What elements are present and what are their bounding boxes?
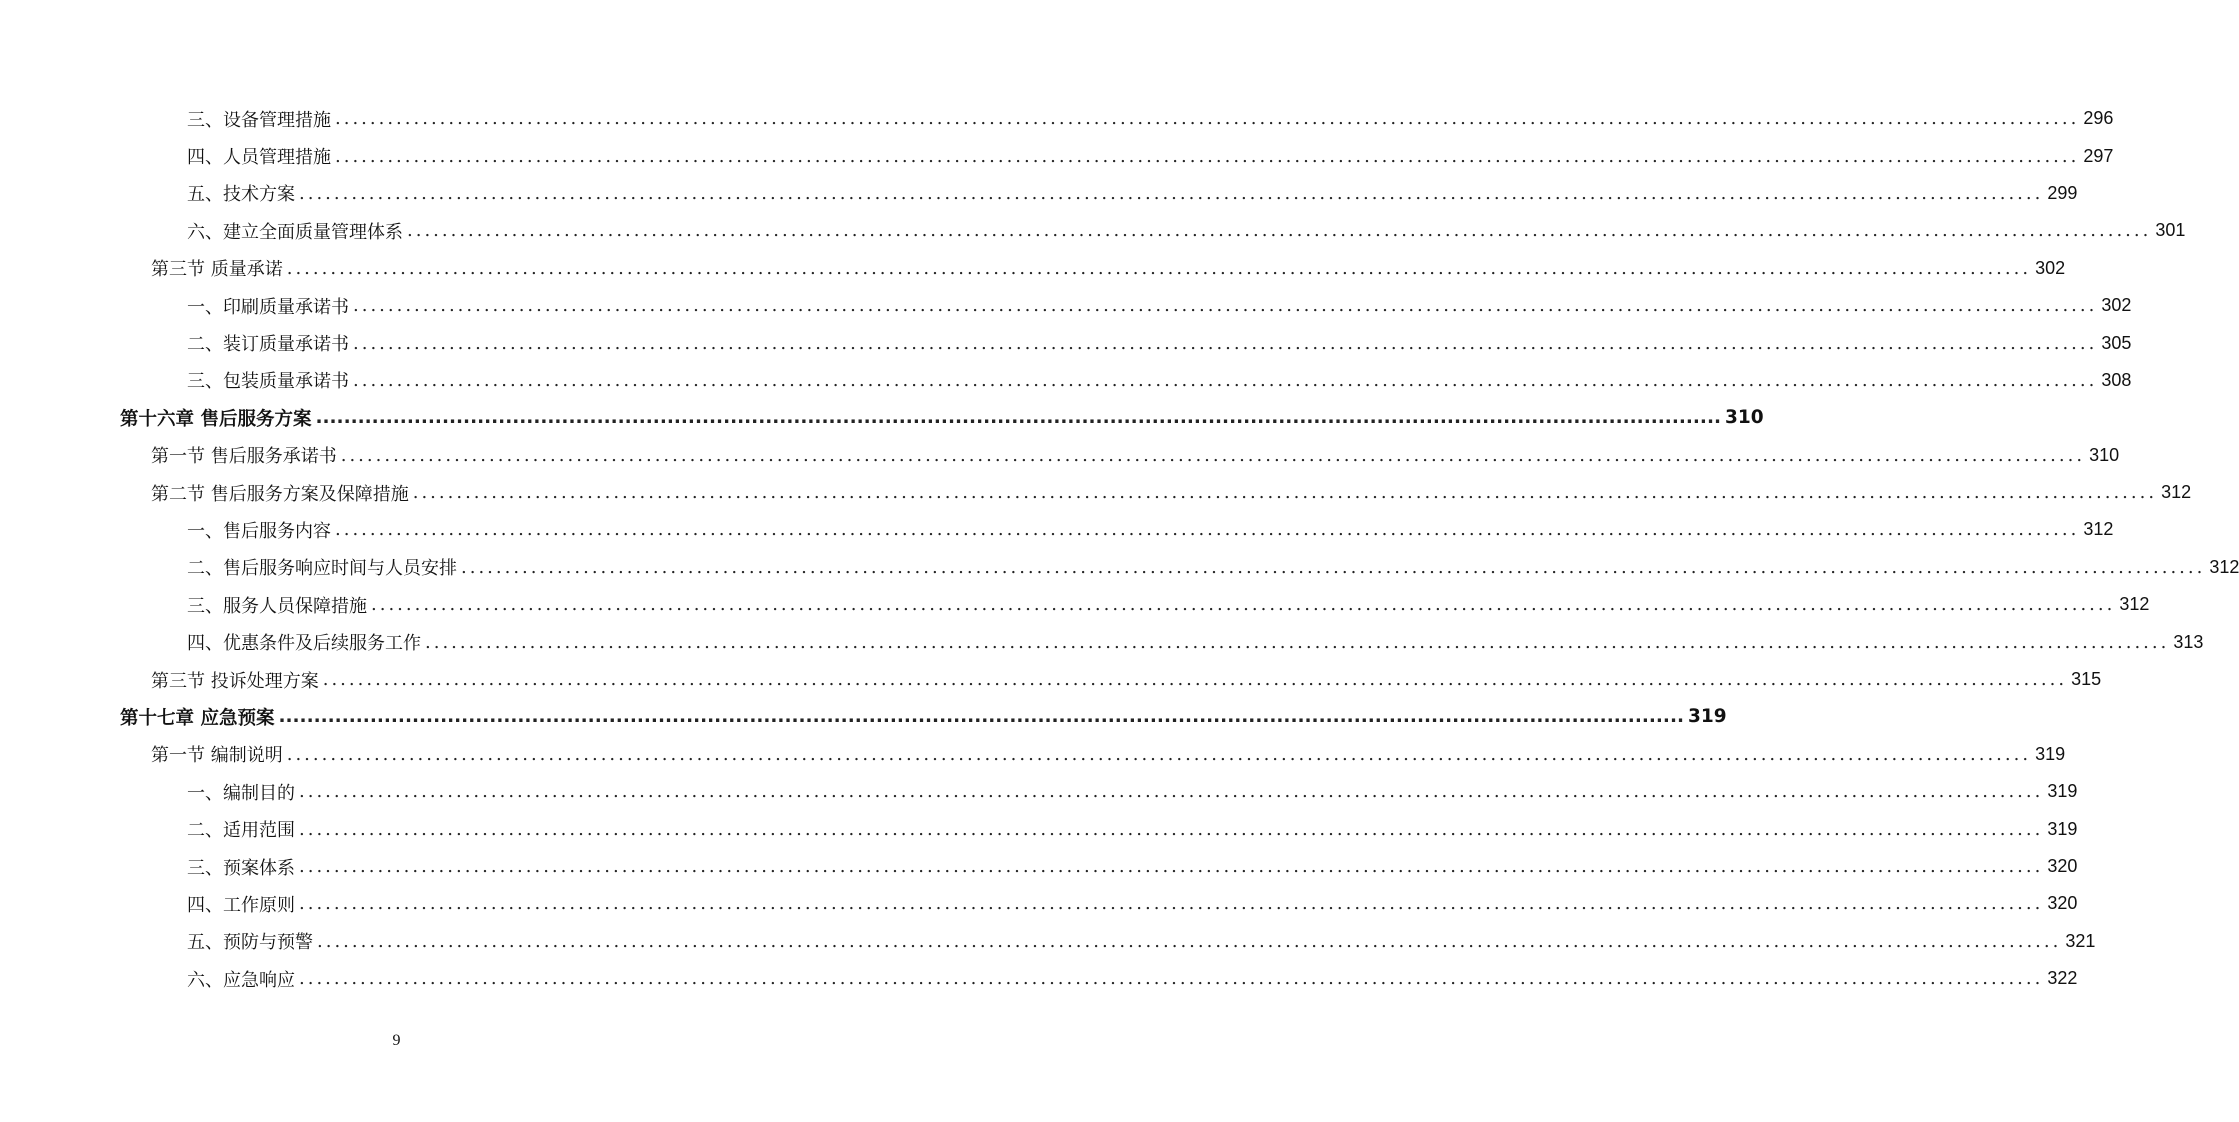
toc-chapter-entry[interactable] [0,698,1727,735]
toc-entry-page: 319 [1688,706,1727,728]
toc-entry-title: 六、应急响应 [187,969,295,991]
toc-subsection-entry[interactable] [0,623,2204,660]
dot-leader: ........................................................................................................................................................................................................ [299,182,2044,204]
toc-entry-title: 三、设备管理措施 [187,109,331,131]
toc-entry-title: 六、建立全面质量管理体系 [187,221,403,243]
toc-entry-page: 315 [2071,669,2102,690]
toc-chapter-entry[interactable] [0,399,1764,436]
dot-leader: ........................................................................................................................................................................................................ [407,220,2152,242]
dot-leader: ........................................................................................................................................................................................................ [299,968,2044,990]
toc-subsection-entry[interactable] [0,324,2132,361]
toc-entry-title: 第三节 质量承诺 [151,259,283,281]
dot-leader: ........................................................................................................................................................................................................ [412,482,2158,504]
toc-entry-page: 312 [2161,482,2192,503]
toc-subsection-entry[interactable] [0,810,2078,847]
toc-entry-page: 312 [2209,556,2239,577]
toc-entry-page: 296 [2083,108,2114,129]
toc-entry-page: 312 [2119,594,2150,615]
toc-entry-title: 第三节 投诉处理方案 [151,670,319,692]
dot-leader: ........................................................................................................................................................................................................ [299,781,2044,803]
dot-leader: ........................................................................................................................................................................................................ [461,556,2206,578]
toc-entry-title: 第一节 编制说明 [151,745,283,767]
dot-leader: ........................................................................................................................................................................................................ [317,930,2062,952]
dot-leader: ........................................................................................................................................................................................................ [322,669,2068,691]
toc-entry-title: 四、人员管理措施 [187,147,331,169]
toc-entry-title: 三、服务人员保障措施 [187,595,367,617]
toc-entry-page: 301 [2155,220,2186,241]
toc-entry-title: 第十六章 售后服务方案 [120,408,312,430]
toc-subsection-entry[interactable] [0,362,2132,399]
dot-leader: ........................................................................................................................................................................................................ [299,856,2044,877]
dot-leader: ........................................................................................................................................................................................................ [299,893,2044,915]
table-of-contents [0,100,2239,997]
toc-entry-page: 308 [2101,369,2132,390]
toc-subsection-entry[interactable] [0,175,2078,212]
toc-section-entry[interactable] [0,474,2192,511]
page-number: 9 [392,1032,401,1049]
dot-leader: ........................................................................................................................................................................................................ [353,295,2098,317]
dot-leader: ........................................................................................................................................................................................................ [335,145,2080,167]
toc-subsection-entry[interactable] [0,586,2150,623]
toc-entry-title: 第一节 售后服务承诺书 [151,446,337,468]
toc-section-entry[interactable] [0,250,2066,287]
toc-entry-title: 三、包装质量承诺书 [187,371,349,393]
toc-entry-page: 313 [2173,631,2204,652]
toc-entry-title: 一、印刷质量承诺书 [187,296,349,318]
toc-entry-page: 322 [2047,968,2078,989]
dot-leader: ........................................................................................................................................................................................................ [371,594,2116,616]
toc-entry-page: 319 [2047,818,2078,839]
toc-subsection-entry[interactable] [0,212,2186,249]
toc-subsection-entry[interactable] [0,923,2096,960]
toc-subsection-entry[interactable] [0,960,2078,997]
toc-entry-page: 299 [2047,182,2078,203]
toc-entry-title: 第十七章 应急预案 [120,707,275,729]
toc-entry-title: 四、工作原则 [187,894,295,916]
toc-subsection-entry[interactable] [0,137,2114,174]
dot-leader: ........................................................................................................................................................................................................ [335,108,2080,130]
toc-entry-page: 302 [2035,257,2066,278]
toc-entry-page: 310 [1725,407,1764,429]
dot-leader: ........................................................................................................................................................................................................ [340,444,2086,466]
dot-leader: ........................................................................................................................................................................................................ [335,519,2080,541]
toc-section-entry[interactable] [0,736,2066,773]
toc-entry-title: 第二节 售后服务方案及保障措施 [151,483,409,505]
toc-entry-title: 五、技术方案 [187,184,295,206]
toc-subsection-entry[interactable] [0,549,2239,586]
toc-subsection-entry[interactable] [0,100,2114,137]
toc-entry-title: 一、售后服务内容 [187,520,331,542]
toc-entry-title: 五、预防与预警 [187,932,313,954]
toc-entry-title: 三、预案体系 [187,857,295,879]
toc-subsection-entry[interactable] [0,511,2114,548]
dot-leader: ........................................................................................................................................................................................................ [315,407,1722,429]
dot-leader: ........................................................................................................................................................................................................ [353,332,2098,354]
toc-entry-page: 302 [2101,295,2132,316]
toc-entry-page: 312 [2083,519,2114,540]
toc-subsection-entry[interactable] [0,848,2078,885]
dot-leader: ........................................................................................................................................................................................................ [353,369,2098,391]
toc-entry-page: 320 [2047,856,2078,876]
toc-entry-title: 二、适用范围 [187,820,295,842]
toc-subsection-entry[interactable] [0,885,2078,922]
toc-entry-page: 319 [2047,781,2078,802]
dot-leader: ........................................................................................................................................................................................................ [278,706,1685,728]
toc-section-entry[interactable] [0,437,2120,474]
toc-entry-title: 四、优惠条件及后续服务工作 [187,633,421,655]
toc-entry-title: 二、装订质量承诺书 [187,334,349,356]
toc-section-entry[interactable] [0,661,2102,698]
dot-leader: ........................................................................................................................................................................................................ [286,257,2032,279]
toc-entry-page: 310 [2089,444,2120,465]
toc-entry-page: 321 [2065,930,2096,951]
toc-entry-title: 二、售后服务响应时间与人员安排 [187,558,457,580]
toc-entry-page: 305 [2101,332,2132,353]
toc-entry-page: 297 [2083,145,2114,166]
dot-leader: ........................................................................................................................................................................................................ [425,631,2170,653]
toc-subsection-entry[interactable] [0,287,2132,324]
toc-entry-page: 320 [2047,893,2078,914]
toc-entry-title: 一、编制目的 [187,782,295,804]
toc-subsection-entry[interactable] [0,773,2078,810]
dot-leader: ........................................................................................................................................................................................................ [299,818,2044,840]
dot-leader: ........................................................................................................................................................................................................ [286,743,2032,765]
toc-entry-page: 319 [2035,743,2066,764]
